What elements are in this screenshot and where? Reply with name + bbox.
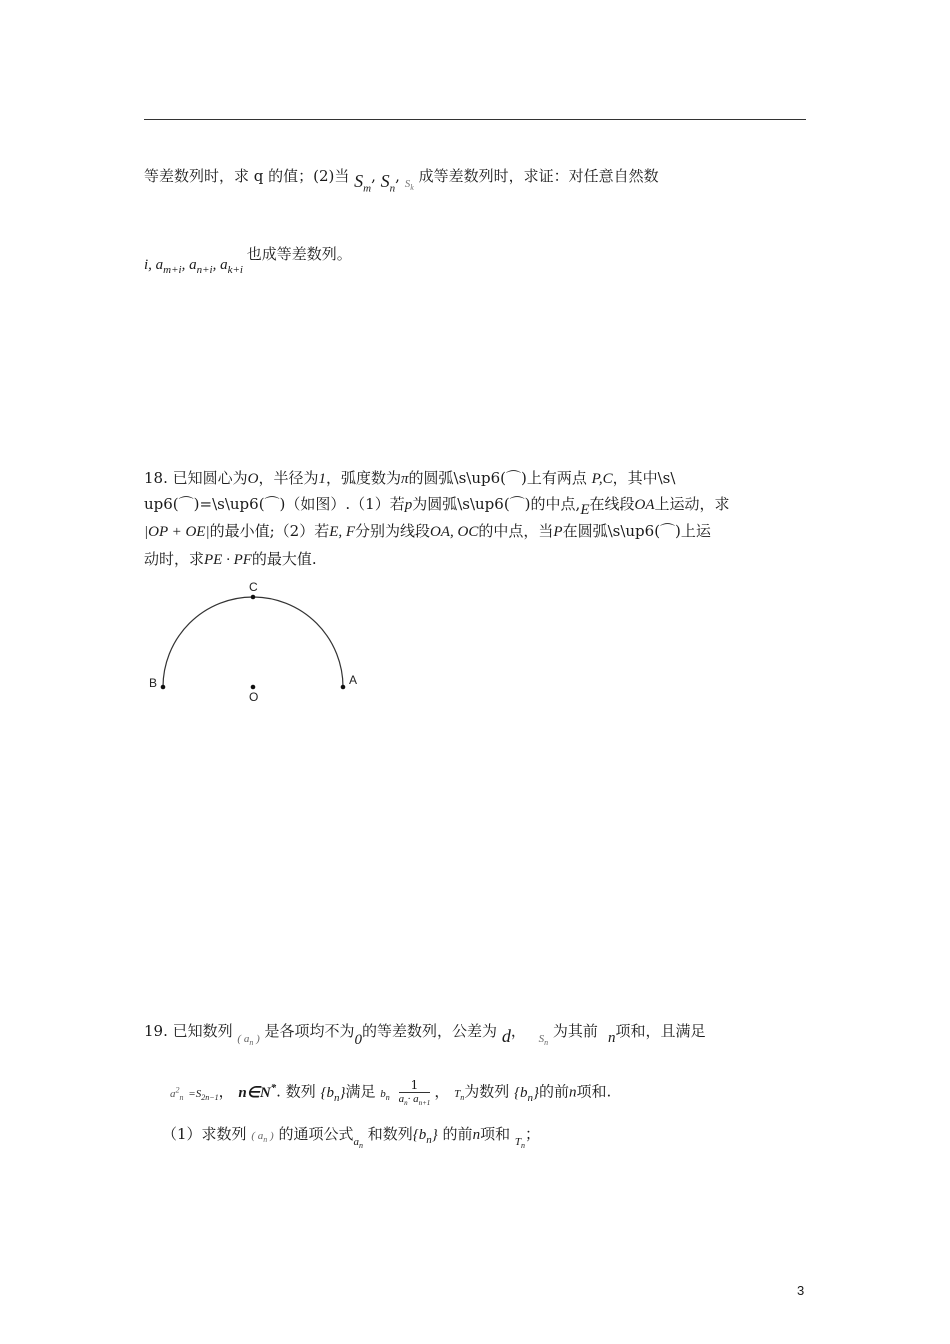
- q17-seq-expr: i, $a_{m+i}$, $a_{n+i}$, $a_{k+i}$: [144, 257, 243, 276]
- header-rule: [144, 119, 806, 120]
- sk-symbol: Sk: [404, 178, 414, 193]
- q17-text-end: 成等差数列时，求证：对任意自然数: [418, 167, 659, 185]
- q17-conclusion: 也成等差数列。: [246, 245, 352, 263]
- semicircle-figure: [140, 575, 380, 710]
- label-o: O: [249, 690, 259, 704]
- q17-line1: 等差数列时，求 q 的值；(2)当 $S_m$, $S_n$, $_{S_k}$ 成等差数列时，求证：对任意自然数: [144, 167, 659, 195]
- point-c: [251, 595, 256, 600]
- q18-line4: 动时，求PE · PF的最大值.: [144, 550, 317, 568]
- abs-vector-expr: |OP + OE|: [144, 524, 210, 540]
- point-o: [251, 685, 256, 690]
- dot-vector-expr: PE · PF: [204, 552, 252, 568]
- label-a: A: [349, 673, 358, 687]
- fraction: $\frac{1}{a_n\cdot a_{n+1}}$: [398, 1078, 431, 1108]
- q19-line3: （1）求数列 ( $a_n$ ) 的通项公式$_{a_n}$ 和数列$\{b_n\}$ 的前n项和 $_{T_n}$；: [162, 1125, 540, 1151]
- q19-line2: $a^2_n =S_{2n-1}$， n∈N*. 数列 $\{b_n\}$满足 $b_n$ $\frac{1}{a_n\cdot a_{n+1}}$ ， $T_n$为数列 $\{b_n\}$的前n项和.: [170, 1078, 612, 1108]
- label-c: C: [249, 580, 258, 594]
- pi-symbol: π: [401, 471, 409, 487]
- q18-line3: |OP + OE|的最小值;（2）若E, F分别为线段OA, OC的中点，当P在圆弧\s\up6(⌒)上运: [144, 522, 711, 540]
- page-number: 3: [797, 1283, 805, 1298]
- o-symbol: O: [247, 471, 259, 487]
- q18-line2: up6(⌒)=\s\up6(⌒)（如图）.（1）若p为圆弧\s\up6(⌒)的中点,E在线段OA上运动，求: [144, 495, 730, 518]
- q17-line2: [144, 243, 352, 276]
- q18-line1: 18. 已知圆心为O，半径为1，弧度数为π的圆弧\s\up6(⌒)上有两点 P,C，其中\s\: [144, 469, 676, 487]
- q17-text: 等差数列时，求 q 的值；(2)当: [144, 167, 350, 185]
- point-a: [341, 685, 346, 690]
- arc: [163, 597, 343, 687]
- sm-symbol: $S_m$: [354, 171, 372, 195]
- an-braced: ( an ): [237, 1033, 260, 1048]
- q19-line1: 19. 已知数列 $_{( a_n )}$ 是各项均不为0的等差数列，公差为 d， $_{S_n}$ 为其前 n项和，且满足: [144, 1022, 706, 1048]
- point-b: [161, 685, 166, 690]
- sn-symbol: $S_n$: [380, 171, 396, 195]
- label-b: B: [149, 676, 158, 690]
